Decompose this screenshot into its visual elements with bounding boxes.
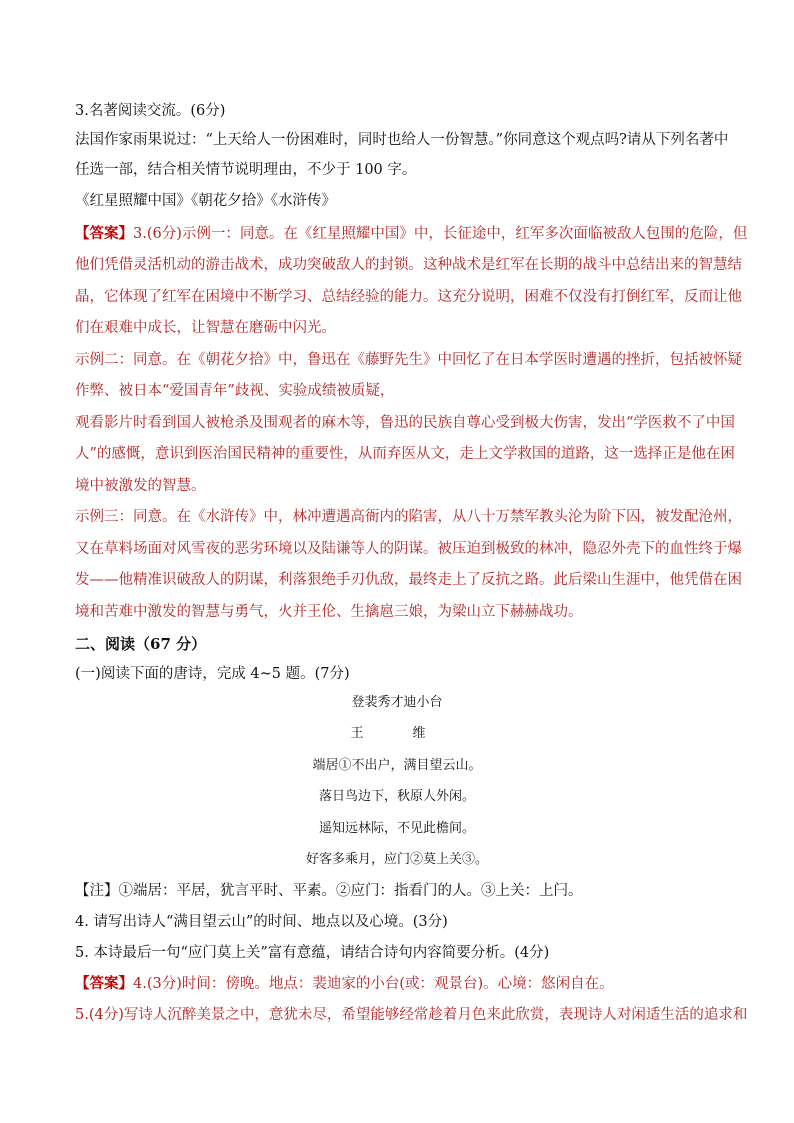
answer-3-line-4: 们在艰难中成长，让智慧在磨砺中闪光。: [75, 320, 336, 336]
poem-line-4: 好客多乘月，应门②莫上关③。: [305, 852, 488, 867]
question-3-title: 3.名著阅读交流。(6分): [75, 103, 226, 119]
answer-5-line: 5.(4分)写诗人沉醉美景之中，意犹未尽，希望能够经常趁着月色来此欣赏，表现诗人对闲适生活的追求和: [75, 1007, 748, 1023]
section-2-heading: 二、阅读（67 分）: [75, 635, 207, 653]
question-5: 5. 本诗最后一句“应门莫上关”富有意蕴，请结合诗句内容简要分析。(4分): [75, 945, 550, 961]
answer-3-line-12: 发——他精准识破敌人的阴谋，利落狠绝手刃仇敌，最终走上了反抗之路。此后梁山生涯中，他凭借在困: [75, 572, 742, 588]
answer-4-line: [75, 974, 614, 994]
answer-3-line-1: [75, 224, 747, 244]
answer-4-text: 4.(3分)时间：傍晚。地点：裴迪家的小台(或：观景台)。心境：悠闲自在。: [133, 976, 614, 992]
answer-3-line-5: 示例二：同意。在《朝花夕拾》中，鲁迅在《藤野先生》中回忆了在日本学医时遭遇的挫折，包括被怀疑: [75, 352, 742, 368]
poem-author: 王 维: [350, 726, 444, 741]
answer-3-line-7: 观看影片时看到国人被枪杀及围观者的麻木等，鲁迅的民族自尊心受到极大伤害，发出“学医救不了中国: [75, 415, 735, 431]
answer-3-line-9: 境中被激发的智慧。: [75, 478, 206, 494]
poem-line-3: 遥知远林际，不见此檐间。: [318, 821, 475, 836]
answer-3-line-10: 示例三：同意。在《水浒传》中，林冲遭遇高衙内的陷害，从八十万禁军教头沦为阶下囚，被发配沧州，: [75, 509, 742, 525]
answer-3-line-8: 人”的感慨，意识到医治国民精神的重要性，从而弃医从文，走上文学救国的道路，这一选择正是他在困: [75, 446, 735, 462]
answer-tag: 【答案】: [75, 975, 133, 992]
poem-title: 登裴秀才迪小台: [351, 695, 443, 710]
section-2-subheading: (一)阅读下面的唐诗，完成 4~5 题。(7分): [75, 666, 350, 682]
answer-3-line-2: 他们凭借灵活机动的游击战术，成功突破敌人的封锁。这种战术是红军在长期的战斗中总结出来的智慧结: [75, 257, 742, 273]
answer-3-line-11: 又在草料场面对风雪夜的恶劣环境以及陆谦等人的阴谋。被压迫到极致的林冲，隐忍外壳下的血性终于爆: [75, 541, 742, 557]
poem-note: 【注】①端居：平居，犹言平时、平素。②应门：指看门的人。③上关：上闩。: [75, 883, 583, 899]
book-list: 《红星照耀中国》《朝花夕拾》《水浒传》: [75, 193, 336, 209]
question-3-prompt-line-1: 法国作家雨果说过：“上天给人一份困难时，同时也给人一份智慧。”你同意这个观点吗?请从下列名著中: [75, 132, 729, 148]
answer-3-line-13: 境和苦难中激发的智慧与勇气，火并王伦、生擒扈三娘，为梁山立下赫赫战功。: [75, 604, 583, 620]
answer-tag: 【答案】: [75, 225, 133, 242]
question-4: 4. 请写出诗人“满目望云山”的时间、地点以及心境。(3分): [75, 914, 448, 930]
poem-line-2: 落日鸟边下，秋原人外闲。: [318, 789, 475, 804]
answer-3-text-1: 3.(6分)示例一：同意。在《红星照耀中国》中，长征途中，红军多次面临被敌人包围的危险，但: [133, 226, 748, 242]
question-3-prompt-line-2: 任选一部，结合相关情节说明理由，不少于 100 字。: [75, 162, 417, 178]
answer-3-line-6: 作弊、被日本“爱国青年”歧视、实验成绩被质疑，: [75, 383, 395, 399]
poem-line-1: 端居①不出户，满目望云山。: [312, 758, 482, 773]
answer-3-line-3: 晶，它体现了红军在困境中不断学习、总结经验的能力。这充分说明，困难不仅没有打倒红军，反而让他: [75, 289, 742, 305]
